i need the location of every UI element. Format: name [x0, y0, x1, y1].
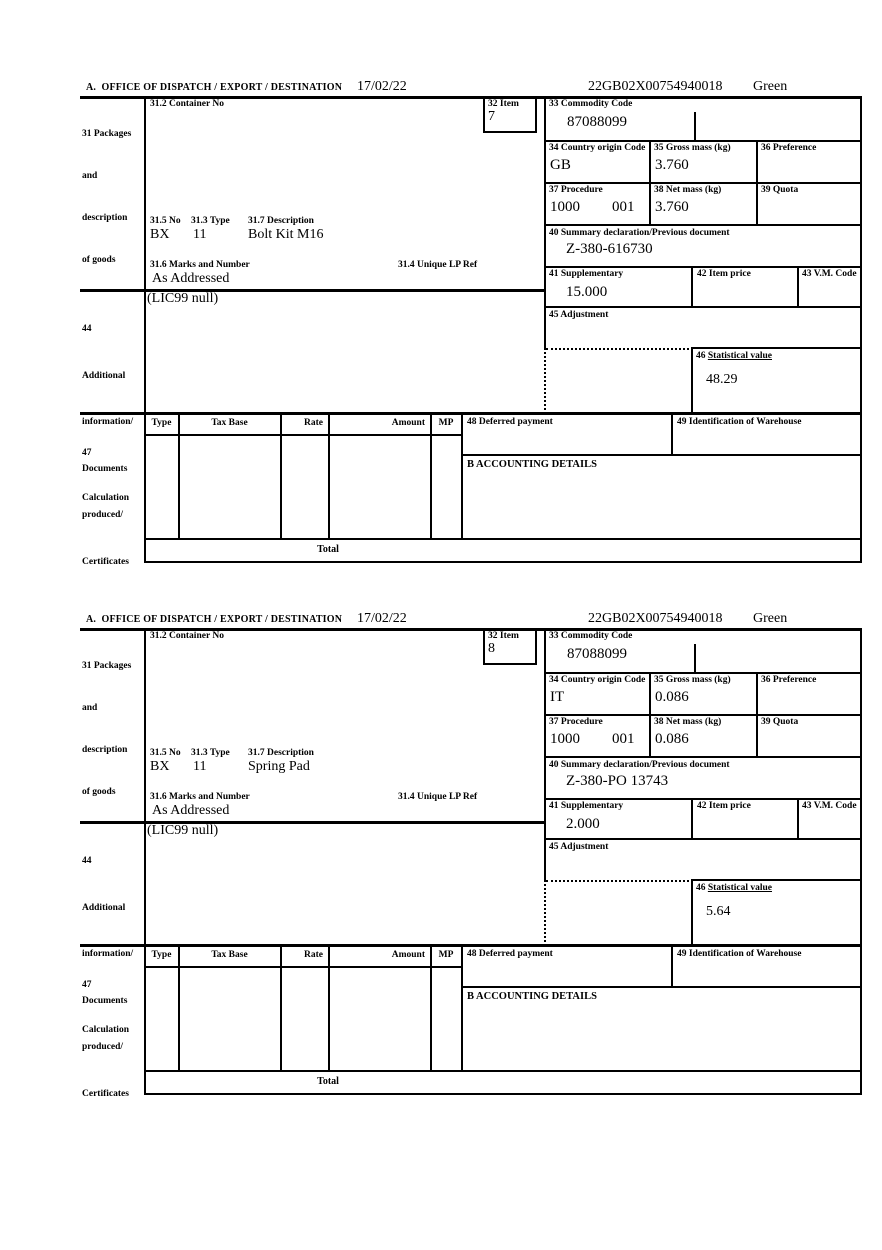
marks-number-value: As Addressed [152, 803, 230, 818]
border-line [544, 714, 862, 716]
additional-information-label: 44 Additional information/ Documents produced/ Certificates [82, 856, 134, 1099]
procedure-label: 37 Procedure [549, 185, 603, 195]
border-line [80, 944, 862, 947]
description-label: 31.7 Description [248, 748, 314, 758]
border-line [178, 944, 180, 1070]
procedure-value-1: 1000 [550, 731, 580, 747]
border-line [461, 412, 463, 538]
vm-code-label: 43 V.M. Code [802, 801, 857, 811]
col-header-type: Type [151, 950, 172, 960]
declaration-date: 17/02/22 [357, 79, 407, 94]
border-line [430, 944, 432, 1070]
border-line [544, 838, 862, 840]
description-label: 31.7 Description [248, 216, 314, 226]
border-line [144, 96, 146, 563]
border-line [544, 266, 862, 268]
package-type-label: 31.3 Type [191, 748, 230, 758]
border-line [756, 140, 758, 224]
col-header-tax-base: Tax Base [211, 418, 248, 428]
border-line [328, 944, 330, 1070]
border-line [671, 412, 673, 454]
border-line [144, 1070, 862, 1072]
item-label: 32 Item [488, 99, 519, 109]
dotted-border-line [546, 348, 693, 350]
accounting-details-label: B ACCOUNTING DETAILS [467, 459, 597, 470]
border-line [756, 672, 758, 756]
statistical-value: 48.29 [706, 372, 738, 387]
office-of-dispatch-label: A. OFFICE OF DISPATCH / EXPORT / DESTINATION [86, 614, 343, 625]
border-line [691, 266, 693, 306]
gross-mass-value: 0.086 [655, 689, 689, 705]
container-no-label: 31.2 Container No [150, 631, 224, 641]
border-line [144, 434, 463, 436]
package-no-value: BX [150, 227, 170, 242]
declaration-item-section [80, 78, 864, 584]
deferred-payment-label: 48 Deferred payment [467, 417, 553, 427]
office-of-dispatch-label: A. OFFICE OF DISPATCH / EXPORT / DESTINATION [86, 82, 343, 93]
supplementary-label: 41 Supplementary [549, 269, 624, 279]
border-line [144, 561, 862, 563]
item-price-label: 42 Item price [697, 801, 751, 811]
additional-info-value: (LIC99 null) [147, 823, 219, 838]
net-mass-value: 0.086 [655, 731, 689, 747]
adjustment-label: 45 Adjustment [549, 310, 609, 320]
package-no-value: BX [150, 759, 170, 774]
summary-declaration-label: 40 Summary declaration/Previous document [549, 228, 730, 238]
routing-indicator: Green [753, 611, 788, 626]
total-label: Total [317, 544, 339, 555]
commodity-code-value: 87088099 [567, 114, 627, 130]
calculation-label: 47 Calculation [82, 980, 129, 1035]
total-label: Total [317, 1076, 339, 1087]
border-line [280, 944, 282, 1070]
border-line [461, 986, 862, 988]
summary-declaration-label: 40 Summary declaration/Previous document [549, 760, 730, 770]
border-line [860, 96, 862, 563]
col-header-mp: MP [438, 950, 454, 960]
routing-indicator: Green [753, 79, 788, 94]
border-line [691, 347, 693, 413]
border-line [649, 140, 651, 224]
additional-info-value: (LIC99 null) [147, 291, 219, 306]
border-line [649, 672, 651, 756]
border-line [430, 412, 432, 538]
border-line [461, 454, 862, 456]
marks-number-label: 31.6 Marks and Number [150, 260, 250, 270]
deferred-payment-label: 48 Deferred payment [467, 949, 553, 959]
border-line [280, 412, 282, 538]
net-mass-label: 38 Net mass (kg) [654, 185, 722, 195]
container-no-label: 31.2 Container No [150, 99, 224, 109]
border-line [544, 672, 862, 674]
gross-mass-label: 35 Gross mass (kg) [654, 143, 731, 153]
procedure-value-2: 001 [612, 199, 635, 215]
preference-label: 36 Preference [761, 675, 817, 685]
supplementary-value: 15.000 [566, 284, 608, 300]
supplementary-label: 41 Supplementary [549, 801, 624, 811]
packages-description-label: 31 Packages and description of goods [82, 129, 132, 265]
col-header-rate: Rate [304, 950, 323, 960]
border-line [797, 798, 799, 838]
item-price-label: 42 Item price [697, 269, 751, 279]
border-line [144, 1093, 862, 1095]
dotted-border-line [544, 348, 546, 414]
border-line [797, 266, 799, 306]
quota-label: 39 Quota [761, 717, 799, 727]
calculation-label: 47 Calculation [82, 448, 129, 503]
packages-description-label: 31 Packages and description of goods [82, 661, 132, 797]
gross-mass-label: 35 Gross mass (kg) [654, 675, 731, 685]
border-line [178, 412, 180, 538]
country-origin-label: 34 Country origin Code [549, 675, 646, 685]
border-line [691, 879, 693, 945]
col-header-tax-base: Tax Base [211, 950, 248, 960]
country-origin-label: 34 Country origin Code [549, 143, 646, 153]
net-mass-label: 38 Net mass (kg) [654, 717, 722, 727]
col-header-amount: Amount [391, 418, 425, 428]
commodity-code-label: 33 Commodity Code [549, 99, 633, 109]
border-line [544, 182, 862, 184]
item-number-value: 7 [488, 109, 495, 124]
marks-number-value: As Addressed [152, 271, 230, 286]
commodity-code-divider [694, 112, 696, 140]
accounting-details-label: B ACCOUNTING DETAILS [467, 991, 597, 1002]
item-number-value: 8 [488, 641, 495, 656]
statistical-value: 5.64 [706, 904, 731, 919]
gross-mass-value: 3.760 [655, 157, 689, 173]
summary-declaration-value: Z-380-616730 [566, 241, 653, 257]
statistical-value-label: 46 Statistical value [696, 351, 772, 361]
border-line [544, 306, 862, 308]
declaration-date: 17/02/22 [357, 611, 407, 626]
package-type-value: 11 [193, 759, 207, 774]
commodity-code-divider [694, 644, 696, 672]
package-no-label: 31.5 No [150, 748, 181, 758]
country-origin-value: IT [550, 689, 565, 705]
col-header-rate: Rate [304, 418, 323, 428]
net-mass-value: 3.760 [655, 199, 689, 215]
marks-number-label: 31.6 Marks and Number [150, 792, 250, 802]
unique-lp-ref-label: 31.4 Unique LP Ref [398, 792, 478, 802]
quota-label: 39 Quota [761, 185, 799, 195]
mrn-value: 22GB02X00754940018 [588, 611, 723, 626]
commodity-code-label: 33 Commodity Code [549, 631, 633, 641]
statistical-value-label: 46 Statistical value [696, 883, 772, 893]
border-line [544, 96, 546, 348]
package-type-label: 31.3 Type [191, 216, 230, 226]
border-line [461, 944, 463, 1070]
summary-declaration-value: Z-380-PO 13743 [566, 773, 669, 789]
border-line [328, 412, 330, 538]
supplementary-value: 2.000 [566, 816, 600, 832]
item-label: 32 Item [488, 631, 519, 641]
border-line [544, 140, 862, 142]
border-line [671, 944, 673, 986]
package-no-label: 31.5 No [150, 216, 181, 226]
mrn-value: 22GB02X00754940018 [588, 79, 723, 94]
border-line [544, 224, 862, 226]
additional-information-label: 44 Additional information/ Documents produced/ Certificates [82, 324, 134, 567]
procedure-value-1: 1000 [550, 199, 580, 215]
unique-lp-ref-label: 31.4 Unique LP Ref [398, 260, 478, 270]
preference-label: 36 Preference [761, 143, 817, 153]
border-line [691, 798, 693, 838]
border-line [544, 628, 546, 880]
border-line [144, 538, 862, 540]
country-origin-value: GB [550, 157, 571, 173]
border-line [544, 798, 862, 800]
border-line [860, 628, 862, 1095]
goods-description-value: Bolt Kit M16 [248, 227, 324, 242]
col-header-amount: Amount [391, 950, 425, 960]
dotted-border-line [544, 880, 546, 946]
package-type-value: 11 [193, 227, 207, 242]
warehouse-id-label: 49 Identification of Warehouse [677, 949, 802, 959]
procedure-value-2: 001 [612, 731, 635, 747]
dotted-border-line [546, 880, 693, 882]
border-line [80, 412, 862, 415]
commodity-code-value: 87088099 [567, 646, 627, 662]
declaration-item-section [80, 610, 864, 1116]
border-line [691, 879, 862, 881]
col-header-type: Type [151, 418, 172, 428]
border-line [144, 628, 146, 1095]
procedure-label: 37 Procedure [549, 717, 603, 727]
vm-code-label: 43 V.M. Code [802, 269, 857, 279]
warehouse-id-label: 49 Identification of Warehouse [677, 417, 802, 427]
border-line [544, 756, 862, 758]
adjustment-label: 45 Adjustment [549, 842, 609, 852]
goods-description-value: Spring Pad [248, 759, 310, 774]
border-line [144, 966, 463, 968]
col-header-mp: MP [438, 418, 454, 428]
border-line [691, 347, 862, 349]
